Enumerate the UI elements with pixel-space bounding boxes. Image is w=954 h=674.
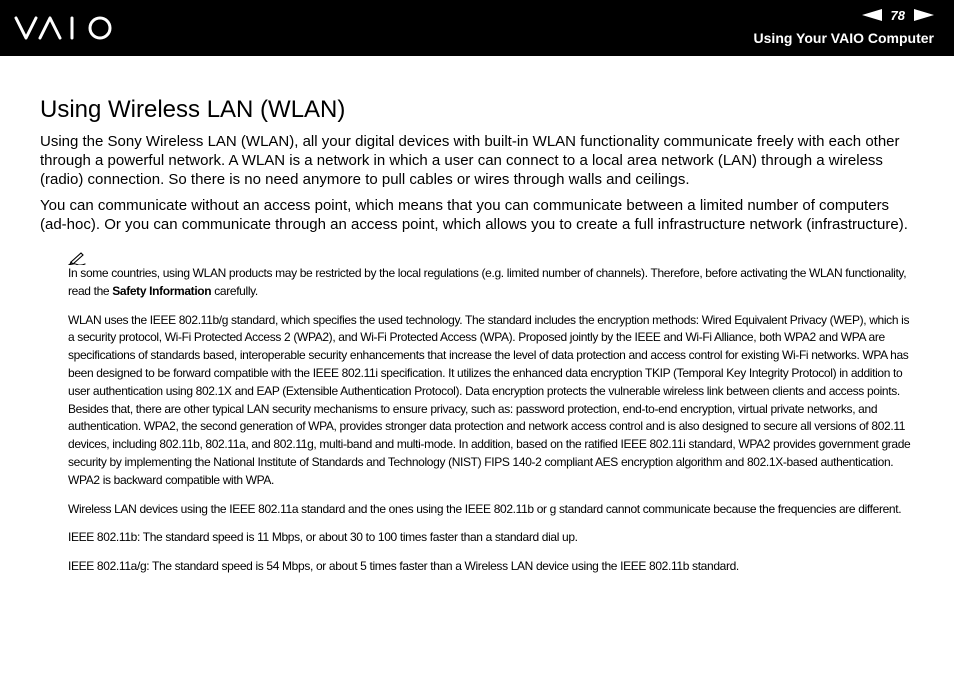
pencil-note-icon — [68, 251, 86, 265]
body-paragraph-1: Using the Sony Wireless LAN (WLAN), all your digital devices with built-in WLAN functionality communicate freely with each other through a powerful network. A WLAN is a network in which a user can connect to a local area network (LAN) through a wireless (radio) connection. So there is no need anymore to pull cables or wires through walls and ceilings. — [40, 133, 900, 188]
section-title: Using Your VAIO Computer — [753, 30, 934, 46]
note-restriction-text-end: carefully. — [211, 283, 258, 298]
page-title: Using Wireless LAN (WLAN) — [40, 96, 346, 123]
note-restriction-text: In some countries, using WLAN products may be restricted by the local regulations (e.g. limited number of channels). Therefore, before activating the WLAN functionality, read the — [68, 266, 907, 298]
main-content — [40, 95, 912, 576]
next-page-icon[interactable] — [914, 9, 934, 21]
page-navigation — [862, 6, 934, 24]
header-bar — [0, 0, 954, 56]
vaio-logo — [14, 14, 120, 42]
safety-information-reference: Safety Information — [112, 283, 212, 298]
note-frequency: Wireless LAN devices using the IEEE 802.11a standard and the ones using the IEEE 802.11b or g standard cannot communicate because the frequencies are different. — [68, 501, 902, 516]
body-paragraph-2: You can communicate without an access point, which means that you can communicate between a limited number of computers (ad-hoc). Or you can communicate through an access point, which allows you to create a full infrastructure network (infrastructure). — [40, 197, 908, 233]
note-restriction — [68, 265, 911, 301]
note-80211b-speed: IEEE 802.11b: The standard speed is 11 Mbps, or about 30 to 100 times faster than a standard dial up. — [68, 530, 578, 545]
previous-page-icon[interactable] — [862, 9, 882, 21]
note-80211ag-speed: IEEE 802.11a/g: The standard speed is 54 Mbps, or about 5 times faster than a Wireless LAN device using the IEEE 802.11b standard. — [68, 559, 739, 574]
notes-section — [68, 251, 911, 576]
note-wlan-standard: WLAN uses the IEEE 802.11b/g standard, which specifies the used technology. The standard includes the encryption methods: Wired Equivalent Privacy (WEP), which is a security protocol, Wi-Fi Protected Access 2 (WPA2), and Wi-Fi Protected Access (WPA). Proposed jointly by the IEEE and Wi-Fi Alliance, both WPA2 and WPA are specifications of standards based, interoperable security enhancements that increase the level of data protection and access control for existing Wi-Fi networks. WPA has been designed to be forward compatible with the IEEE 802.11i specification. It utilizes the enhanced data encryption TKIP (Temporal Key Integrity Protocol) in addition to user authentication using 802.1X and EAP (Extensible Authentication Protocol). Data encryption protects the vulnerable wireless link between clients and access points. Besides that, there are other typical LAN security mechanisms to ensure privacy, such as: password protection, end-to-end encryption, virtual private networks, and authentication. WPA2, the second generation of WPA, provides stronger data protection and network access control and is also designed to secure all versions of 802.11 devices, including 802.11b, 802.11a, and 802.11g, multi-band and multi-mode. In addition, based on the ratified IEEE 802.11i standard, WPA2 provides government grade security by implementing the National Institute of Standards and Technology (NIST) FIPS 140-2 compliant AES encryption algorithm and 802.1X-based authentication. WPA2 is backward compatible with WPA. — [68, 312, 911, 487]
page-number: 78 — [890, 7, 905, 23]
